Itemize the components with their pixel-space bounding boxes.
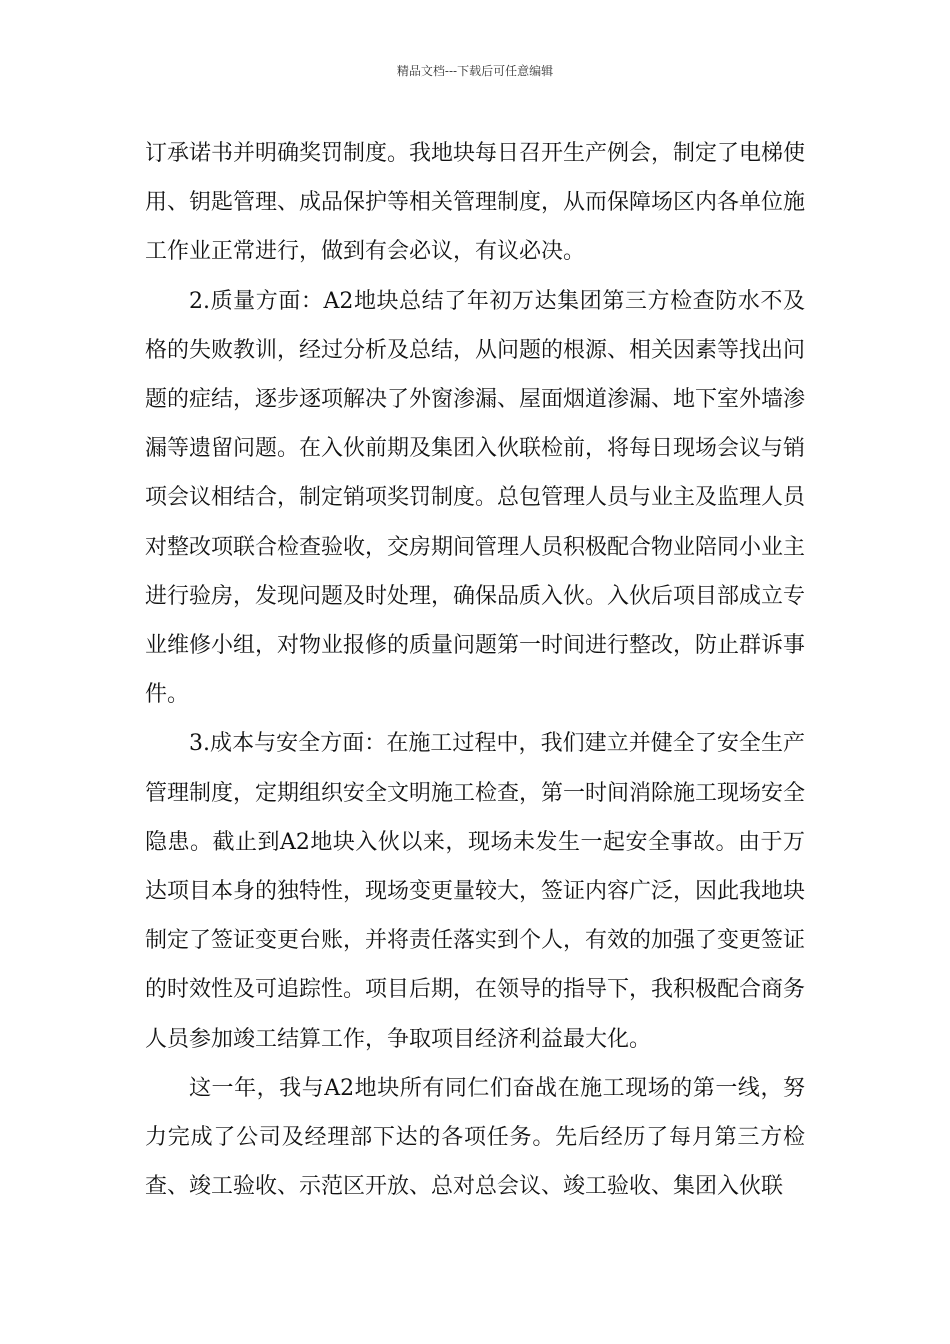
paragraph-quality: 2.质量方面：A2地块总结了年初万达集团第三方检查防水不及格的失败教训，经过分析及总结，从问题的根源、相关因素等找出问题的症结，逐步逐项解决了外窗渗漏、屋面烟道渗漏、地下室外墙渗漏等遗留问题。在入伙前期及集团入伙联检前，将每日现场会议与销项会议相结合，制定销项奖罚制度。总包管理人员与业主及监理人员对整改项联合检查验收，交房期间管理人员积极配合物业陪同小业主进行验房，发现问题及时处理，确保品质入伙。入伙后项目部成立专业维修小组，对物业报修的质量问题第一时间进行整改，防止群诉事件。 [145, 288, 806, 708]
paragraph-continuation: 订承诺书并明确奖罚制度。我地块每日召开生产例会，制定了电梯使用、钥匙管理、成品保护等相关管理制度，从而保障场区内各单位施工作业正常进行，做到有会必议，有议必决。 [145, 141, 806, 265]
paragraph-year-summary: 这一年，我与A2地块所有同仁们奋战在施工现场的第一线，努力完成了公司及经理部下达的各项任务。先后经历了每月第三方检查、竣工验收、示范区开放、总对总会议、竣工验收、集团入伙联 [145, 1075, 805, 1200]
page-header: 精品文档---下载后可任意编辑 [396, 64, 554, 78]
document-body [145, 129, 805, 1211]
paragraph-cost-safety: 3.成本与安全方面：在施工过程中，我们建立并健全了安全生产管理制度，定期组织安全文明施工检查，第一时间消除施工现场安全隐患。截止到A2地块入伙以来，现场未发生一起安全事故。由于万达项目本身的独特性，现场变更量较大，签证内容广泛，因此我地块制定了签证变更台账，并将责任落实到个人，有效的加强了变更签证的时效性及可追踪性。项目后期，在领导的指导下，我积极配合商务人员参加竣工结算工作，争取项目经济利益最大化。 [145, 731, 806, 1052]
